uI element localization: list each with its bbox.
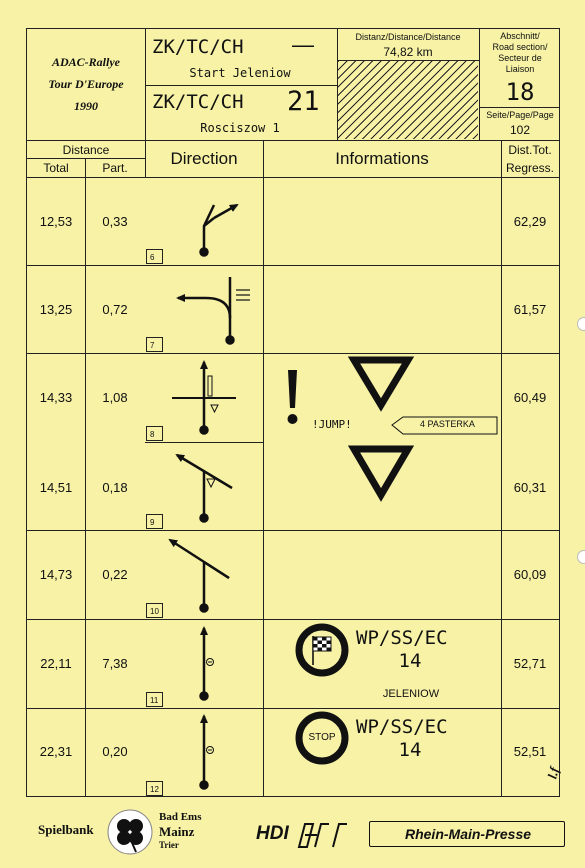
signature: l.f	[544, 765, 562, 781]
jump-warning: !JUMP!	[312, 418, 352, 431]
row-total: 12,53	[39, 214, 73, 229]
jeleniow-label: JELENIOW	[382, 688, 440, 700]
row-regress: 60,49	[513, 390, 547, 405]
event-name-1: ADAC-Rallye	[52, 55, 120, 69]
wp-number-2: 14	[398, 739, 422, 761]
row-number: 12	[146, 781, 163, 796]
rmp-text: Rhein-Main-Presse	[404, 826, 532, 842]
distance-value: 74,82 km	[383, 45, 433, 59]
row-total: 14,33	[39, 390, 73, 405]
row-number: 9	[146, 514, 163, 529]
row-number: 7	[146, 337, 163, 352]
row-part: 0,22	[102, 567, 128, 582]
checkered-flag-icon	[299, 627, 345, 673]
tulip-7	[178, 277, 250, 344]
yield-sign-icon	[354, 360, 408, 405]
col-part: Part.	[102, 161, 128, 175]
section-number: 18	[505, 78, 535, 106]
end-code: ZK/TC/CH	[152, 91, 244, 113]
row-regress: 52,51	[513, 744, 547, 759]
section-label-3: Secteur de	[498, 53, 542, 63]
row-number: 10	[146, 603, 163, 618]
tulip-6	[201, 205, 238, 256]
page-number: 102	[509, 123, 531, 137]
row-number: 11	[146, 692, 163, 707]
wp-number-1: 14	[398, 650, 422, 672]
bad-ems-text: Bad Ems	[159, 811, 202, 823]
col-total: Total	[43, 161, 69, 175]
row-part: 7,38	[102, 656, 128, 671]
row-regress: 60,31	[513, 480, 547, 495]
exclamation-icon	[288, 370, 298, 424]
mainz-text: Mainz	[159, 824, 195, 839]
section-label-1: Abschnitt/	[500, 31, 540, 41]
hdi-text: HDI	[256, 823, 289, 844]
col-dist-tot: Dist.Tot.	[508, 143, 552, 157]
punch-hole	[577, 317, 585, 331]
distance-label: Distanz/Distance/Distance	[355, 32, 461, 42]
end-name: Rosciszow 1	[200, 121, 280, 135]
start-code: ZK/TC/CH	[152, 36, 244, 58]
start-name: Start Jeleniow	[189, 66, 291, 80]
row-total: 22,31	[39, 744, 73, 759]
row-part: 1,08	[102, 390, 128, 405]
row-total: 22,11	[40, 656, 72, 671]
row-total: 14,73	[39, 567, 73, 582]
row-total: 13,25	[39, 302, 73, 317]
row-part: 0,72	[102, 302, 128, 317]
row-number: 8	[146, 426, 163, 441]
pasterka-sign: 4 PASTERKA	[420, 419, 475, 429]
stop-sign-label: STOP	[308, 732, 336, 743]
row-part: 0,18	[102, 480, 128, 495]
hdi-logo-icon	[295, 820, 351, 850]
col-informations: Informations	[335, 149, 429, 168]
tulip-9	[177, 455, 232, 522]
sponsor-rhein-main-presse	[369, 821, 565, 847]
row-regress: 61,57	[513, 302, 547, 317]
spielbank-text: Spielbank	[38, 822, 94, 837]
col-regress: Regress.	[505, 161, 555, 175]
end-number: 21	[287, 86, 320, 117]
section-label-2: Road section/	[492, 42, 548, 52]
event-name-2: Tour D'Europe	[48, 77, 124, 91]
event-year: 1990	[74, 99, 98, 113]
punch-hole	[577, 550, 585, 564]
row-regress: 52,71	[513, 656, 547, 671]
col-direction: Direction	[170, 149, 238, 168]
yield-sign-icon	[354, 449, 408, 495]
tulip-8	[172, 362, 236, 434]
tulip-12	[201, 716, 214, 789]
tulip-11	[201, 628, 214, 700]
row-total: 14,51	[39, 480, 73, 495]
row-regress: 62,29	[513, 214, 547, 229]
col-distance: Distance	[62, 143, 110, 157]
tulip-10	[170, 540, 229, 612]
start-dash: —	[292, 32, 314, 57]
row-part: 0,20	[102, 744, 128, 759]
row-part: 0,33	[102, 214, 128, 229]
trier-text: Trier	[159, 840, 179, 850]
wp-label-2: WP/SS/EC	[356, 716, 448, 738]
clover-logo-icon	[106, 808, 154, 856]
row-regress: 60,09	[513, 567, 547, 582]
section-label-4: Liaison	[505, 64, 535, 74]
page-label: Seite/Page/Page	[486, 110, 554, 120]
wp-label-1: WP/SS/EC	[356, 627, 448, 649]
row-number: 6	[146, 249, 163, 264]
